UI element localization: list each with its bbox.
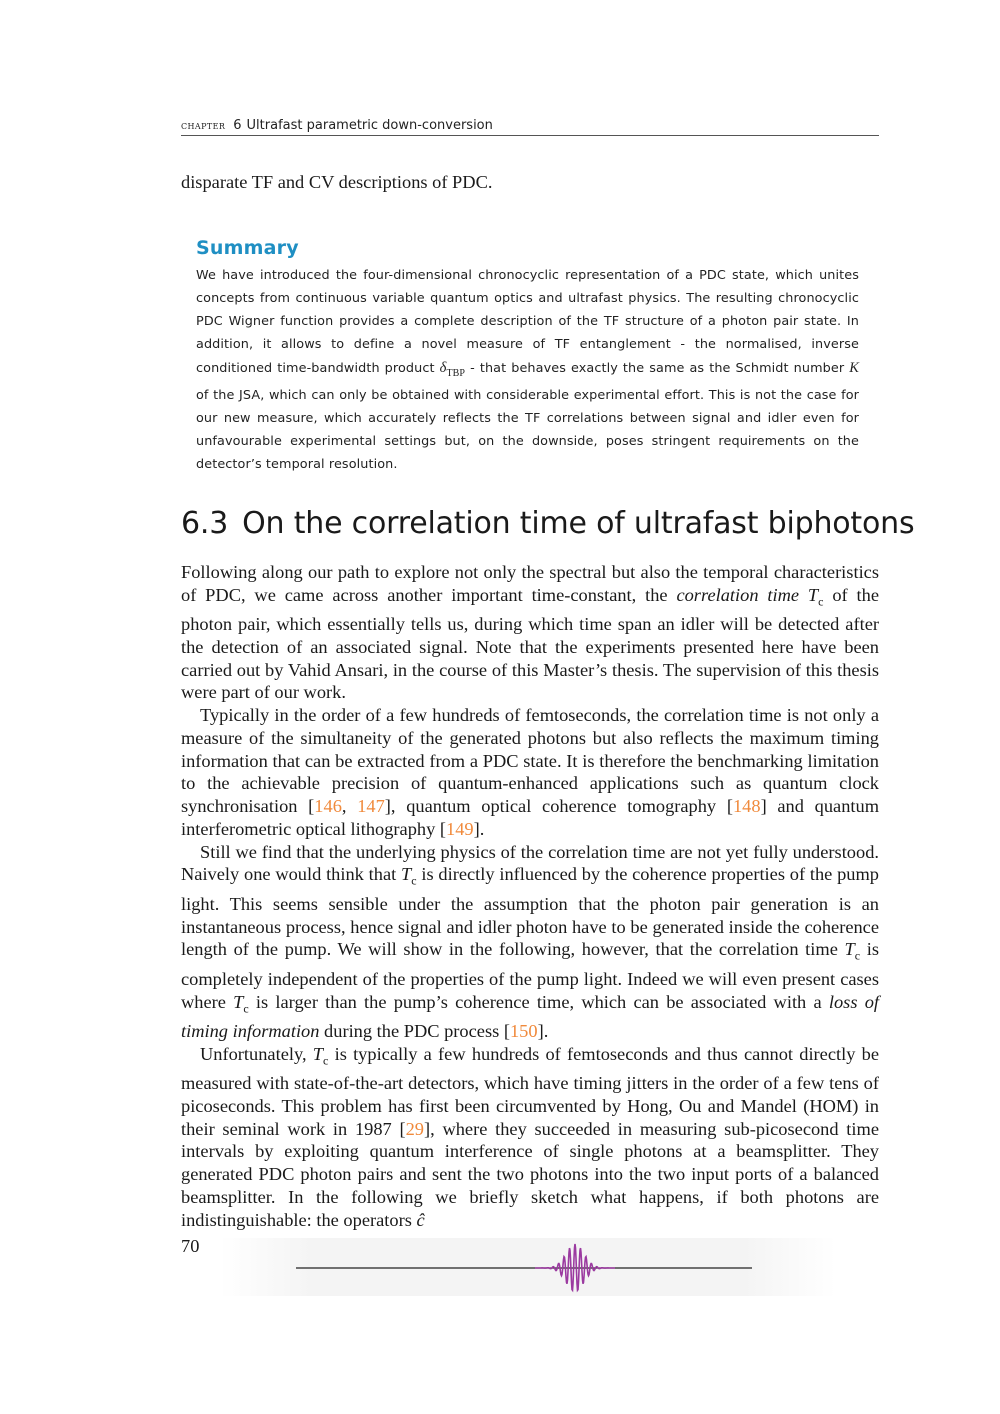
text-run: is directly influenced by the coherence properties of the pump light. This seems sensible under the assumption that the photon pair generation is an instantaneous process, hence signal and idler photon have to be generated inside the coherence length of the pump. We will show in the following, however, that the correlation time bbox=[181, 864, 879, 960]
paragraph bbox=[181, 841, 879, 1043]
text-run: ] and quantum interferometric optical lithography [ bbox=[181, 796, 880, 839]
c-subscript: c bbox=[818, 594, 824, 609]
c-subscript: c bbox=[243, 1001, 249, 1016]
delta-letter: δ bbox=[439, 359, 447, 376]
schmidt-number-symbol: K bbox=[849, 359, 859, 376]
text-run: during the PDC process [ bbox=[319, 1020, 510, 1041]
tc-symbol bbox=[844, 939, 861, 964]
citation-link[interactable]: 146 bbox=[314, 796, 342, 817]
section-number: 6.3 bbox=[181, 506, 229, 541]
delta-subscript: TBP bbox=[446, 367, 466, 379]
tc-symbol bbox=[807, 584, 824, 609]
c-subscript: c bbox=[323, 1053, 329, 1068]
section-heading bbox=[181, 505, 914, 543]
text-run: is larger than the pump’s coherence time, which can be associated with a bbox=[248, 991, 829, 1012]
t-letter: T bbox=[844, 939, 855, 960]
text-run: is typically a few hundreds of femtoseconds and thus cannot directly be measured with state-of-the-art detectors, which have timing jitters in the order of a few tens of picoseconds. This problem has first been circumvented by Hong, Ou and Mandel (HOM) in their seminal work in 1987 [ bbox=[181, 1043, 879, 1139]
section-title-text: On the correlation time of ultrafast biphotons bbox=[242, 506, 915, 541]
text-run: Still we find that the underlying physics of the correlation time are not yet fully understood. Naively one would think that bbox=[181, 841, 879, 885]
emphasis: correlation time bbox=[676, 584, 800, 605]
delta-tbp-symbol bbox=[439, 359, 466, 379]
tc-symbol bbox=[401, 864, 417, 889]
summary-text-part: - that behaves exactly the same as the Schmidt number bbox=[465, 360, 850, 376]
footer-background bbox=[220, 1238, 836, 1296]
wavepacket-icon bbox=[220, 1232, 836, 1298]
summary-box bbox=[196, 236, 859, 477]
paragraph bbox=[181, 1043, 879, 1232]
c-subscript: c bbox=[411, 874, 417, 889]
citation-link[interactable]: 149 bbox=[446, 818, 474, 839]
summary-text-part: We have introduced the four-dimensional chronocyclic representation of a PDC state, which unites concepts from continuous variable quantum optics and ultrafast physics. The resulting chronocyclic PDC Wigner function provides a complete description of the TF structure of a photon pair state. In addition, it allows to define a novel measure of TF entanglement - the normalised, inverse conditioned time-bandwidth product bbox=[196, 268, 859, 376]
c-hat-operator: ĉ bbox=[416, 1209, 425, 1230]
citation-link[interactable]: 147 bbox=[357, 796, 385, 817]
tc-symbol bbox=[312, 1043, 329, 1068]
c-subscript: c bbox=[854, 949, 861, 964]
text-run: Typically in the order of a few hundreds of femtoseconds, the correlation time is not only a measure of the simultaneity of the generated photons but also reflects the maximum timing information that can be extracted from a PDC state. It is therefore the benchmarking limitation to the achievable precision of quantum-enhanced applications such as quantum clock synchronisation [ bbox=[181, 705, 879, 817]
tc-symbol bbox=[233, 991, 249, 1016]
text-run: ]. bbox=[537, 1020, 549, 1041]
paragraph bbox=[181, 561, 879, 704]
citation-link[interactable]: 150 bbox=[509, 1020, 538, 1041]
t-letter: T bbox=[401, 864, 412, 885]
text-run: Following along our path to explore not only the spectral but also the temporal characteristics of PDC, we came across another important time-constant, the bbox=[181, 562, 879, 605]
page-number: 70 bbox=[181, 1236, 200, 1256]
emphasis: loss of timing information bbox=[181, 991, 879, 1041]
text-run: , bbox=[341, 796, 358, 817]
chapter-label: chapter bbox=[181, 118, 226, 132]
summary-title: Summary bbox=[196, 237, 299, 259]
continued-text: disparate TF and CV descriptions of PDC. bbox=[181, 172, 493, 192]
text-run: ]. bbox=[473, 818, 485, 839]
text-run: Unfortunately, bbox=[200, 1043, 313, 1064]
running-header bbox=[181, 117, 879, 136]
summary-text-part: of the JSA, which can only be obtained with considerable experimental effort. This is not the case for our new measure, which accurately reflects the TF correlations between signal and idler even for unfavourable experimental settings but, on the downside, poses stringent requirements on the detector’s temporal resolution. bbox=[196, 388, 859, 473]
citation-link[interactable]: 148 bbox=[732, 796, 761, 817]
text-run: ], quantum optical coherence tomography [ bbox=[384, 796, 733, 817]
citation-link[interactable]: 29 bbox=[405, 1118, 424, 1139]
chapter-number: 6 bbox=[233, 118, 242, 133]
t-letter: T bbox=[233, 991, 244, 1012]
text-run: is completely independent of the properties of the pump light. Indeed we will even present cases where bbox=[181, 939, 879, 1012]
t-letter: T bbox=[312, 1043, 324, 1064]
t-letter: T bbox=[807, 584, 819, 605]
summary-text bbox=[196, 265, 859, 477]
chapter-title: Ultrafast parametric down-conversion bbox=[246, 118, 493, 133]
paragraph bbox=[181, 704, 879, 841]
body-text bbox=[181, 561, 879, 1231]
text-run: ], where they succeeded in measuring sub-picosecond time intervals by exploiting quantum interference of single photons at a beamsplitter. They generated PDC photon pairs and sent the two photons into the two input ports of a balanced beamsplitter. In the following we briefly sketch what happens, if both photons are indistinguishable: the operators bbox=[181, 1118, 879, 1230]
text-run: of the photon pair, which essentially tells us, during which time span an idler will be detected after the detection of an associated signal. Note that the experiments presented here have been carried out by Vahid Ansari, in the course of this Master’s thesis. The supervision of this thesis were part of our work. bbox=[181, 584, 879, 703]
